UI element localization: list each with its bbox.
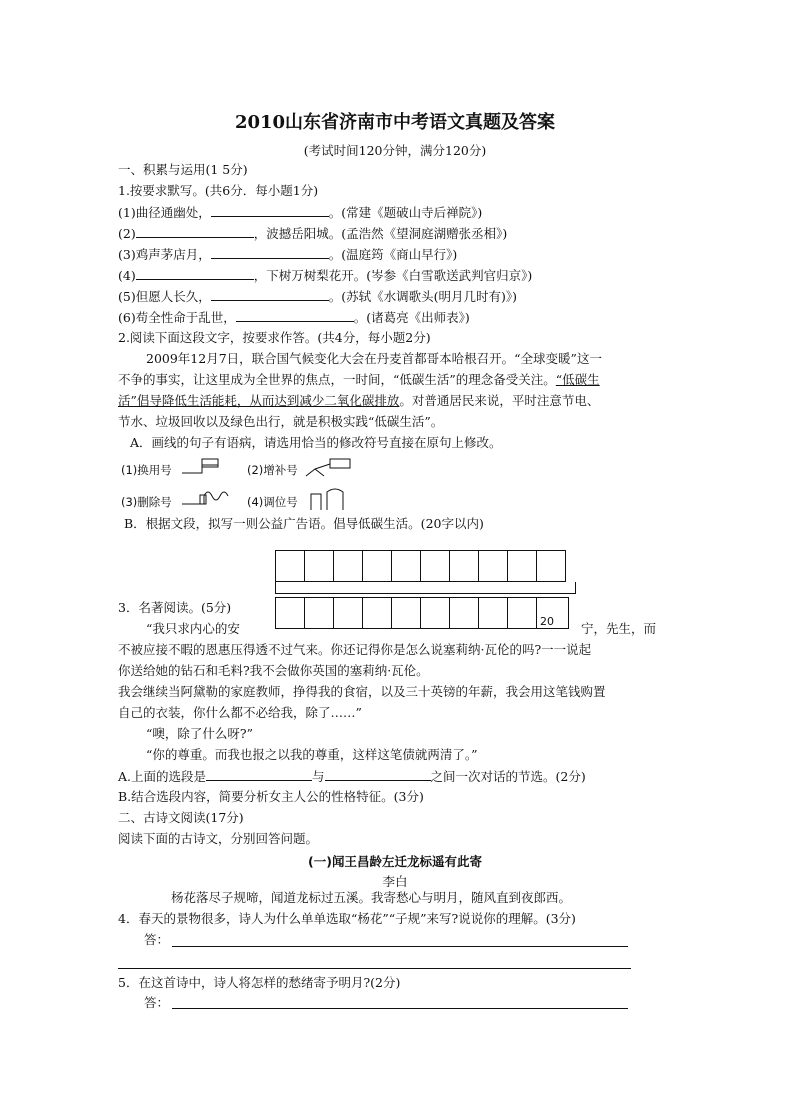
fill-blank[interactable] bbox=[325, 768, 431, 781]
grid-cell[interactable] bbox=[450, 551, 479, 582]
replace-mark-label: (1)换用号 bbox=[121, 463, 172, 477]
q5-answer-line[interactable] bbox=[172, 1008, 628, 1009]
question-2b: B．根据文段，拟写一则公益广告语。倡导低碳生活。(20字以内) bbox=[124, 516, 484, 531]
fill-blank[interactable] bbox=[136, 225, 254, 238]
underlined-sentence: “低碳生 bbox=[555, 372, 600, 387]
question-3a: A.上面的选段是 与 之间一次对话的节选。(2分) bbox=[118, 769, 586, 784]
q1-item-5: (5)但愿人长久， 。(苏轼《水调歌头(明月几时有)》) bbox=[118, 289, 517, 304]
delete-mark-icon bbox=[180, 486, 236, 510]
q1-item-3: (3)鸡声茅店月， 。(温庭筠《商山早行》) bbox=[118, 247, 458, 262]
question-2a: A．画线的句子有语病，请选用恰当的修改符号直接在原句上修改。 bbox=[130, 435, 502, 450]
page-title: 2010山东省济南市中考语文真题及答案 bbox=[234, 112, 556, 133]
grid-cell[interactable] bbox=[421, 551, 450, 582]
q3-quote-line-2: 不被应接不暇的恩惠压得透不过气来。你还记得你是怎么说塞莉纳·瓦伦的吗?一一说起 bbox=[118, 642, 592, 657]
poem-title: (一)闻王昌龄左迁龙标遥有此寄 bbox=[308, 854, 482, 869]
section-2-heading: 二、古诗文阅读(17分) bbox=[118, 810, 244, 825]
q3-quote-line-1-head: “我只求内心的安 bbox=[146, 621, 240, 636]
section-1-heading: 一、积累与运用(1 5分) bbox=[118, 162, 248, 177]
fill-blank[interactable] bbox=[211, 204, 329, 217]
q2-paragraph-line-3: 活”倡导降低生活能耗，从而达到减少二氧化碳排放。对普通居民来说，平时注意节电、 bbox=[118, 393, 600, 408]
exam-subtitle: (考试时间120分钟，满分120分) bbox=[303, 143, 487, 158]
q3-quote-line-4: 我会继续当阿黛勒的家庭教师，挣得我的食宿，以及三十英镑的年薪，我会用这笔钱购置 bbox=[118, 684, 606, 699]
poem-text: 杨花落尽子规啼，闻道龙标过五溪。我寄愁心与明月，随风直到夜郎西。 bbox=[171, 890, 572, 905]
q1-item-6: (6)苟全性命于乱世， 。(诸葛亮《出师表》) bbox=[118, 310, 470, 325]
q2-paragraph-line-1: 2009年12月7日，联合国气候变化大会在丹麦首都哥本哈根召开。“全球变暖”这一 bbox=[146, 351, 602, 366]
question-2: 2.阅读下面这段文字，按要求作答。(共4分，每小题2分) bbox=[118, 330, 431, 345]
underlined-sentence: 活”倡导降低生活能耗，从而达到减少二氧化碳排放 bbox=[118, 393, 400, 408]
q3-quote-line-3: 你送给她的钻石和毛料?我不会做你英国的塞莉纳·瓦伦。 bbox=[118, 663, 429, 678]
grid-cell[interactable] bbox=[305, 551, 334, 582]
section-2-intro: 阅读下面的古诗文，分别回答问题。 bbox=[118, 831, 319, 846]
fill-blank[interactable] bbox=[211, 288, 329, 301]
grid-cell[interactable] bbox=[450, 598, 479, 629]
question-3: 3．名著阅读。(5分) bbox=[118, 600, 232, 615]
q3-quote-line-1-tail: 宁，先生，而 bbox=[581, 621, 657, 636]
q1-item-1: (1)曲径通幽处， 。(常建《题破山寺后禅院》) bbox=[118, 205, 483, 220]
q1-item-2: (2) ，波撼岳阳城。(孟浩然《望洞庭湖赠张丞相》) bbox=[118, 226, 508, 241]
grid-cell[interactable] bbox=[479, 551, 508, 582]
reorder-mark-label: (4)调位号 bbox=[247, 495, 298, 509]
q5-answer-label: 答： bbox=[144, 995, 170, 1010]
grid-cell[interactable] bbox=[537, 551, 566, 582]
fill-blank[interactable] bbox=[211, 246, 329, 259]
grid-cell[interactable] bbox=[363, 551, 392, 582]
q4-answer-line-2[interactable] bbox=[118, 968, 631, 969]
grid-cell[interactable] bbox=[305, 598, 334, 629]
insert-mark-icon bbox=[302, 456, 354, 478]
grid-cell-20[interactable]: 20 bbox=[537, 598, 569, 629]
fill-blank[interactable] bbox=[136, 267, 254, 280]
grid-cell[interactable] bbox=[479, 598, 508, 629]
q3-quote-line-6: “噢，除了什么呀?” bbox=[146, 726, 253, 741]
fill-blank[interactable] bbox=[236, 309, 354, 322]
poem-author: 李白 bbox=[382, 874, 408, 889]
question-1: 1.按要求默写。(共6分．每小题1分) bbox=[118, 183, 319, 198]
grid-row-2 bbox=[276, 598, 569, 629]
grid-cell[interactable] bbox=[334, 551, 363, 582]
q3-quote-line-5: 自己的衣装，你什么都不必给我，除了……” bbox=[118, 705, 362, 720]
question-3b: B.结合选段内容，简要分析女主人公的性格特征。(3分) bbox=[118, 789, 424, 804]
delete-mark-label: (3)删除号 bbox=[121, 495, 172, 509]
grid-cell[interactable] bbox=[276, 551, 305, 582]
q4-answer-line-1[interactable] bbox=[172, 946, 628, 947]
q2-paragraph-line-4: 节水、垃圾回收以及绿色出行，就是积极实践“低碳生活”。 bbox=[118, 414, 444, 429]
q4-answer-label: 答： bbox=[144, 932, 170, 947]
q2-paragraph-line-2: 不争的事实，让这里成为全世界的焦点，一时间，“低碳生活”的理念备受关注。“低碳生 bbox=[118, 372, 600, 387]
grid-spacer bbox=[275, 582, 576, 594]
grid-cell[interactable] bbox=[392, 551, 421, 582]
grid-cell[interactable] bbox=[392, 598, 421, 629]
answer-grid-2 bbox=[275, 597, 569, 629]
question-5: 5．在这首诗中，诗人将怎样的愁绪寄予明月?(2分) bbox=[118, 975, 401, 990]
grid-cell[interactable] bbox=[508, 551, 537, 582]
replace-mark-icon bbox=[180, 456, 220, 478]
answer-grid bbox=[275, 550, 566, 582]
grid-cell[interactable] bbox=[334, 598, 363, 629]
q1-item-4: (4) ，下树万树梨花开。(岑参《白雪歌送武判官归京》) bbox=[118, 268, 533, 283]
grid-cell[interactable] bbox=[508, 598, 537, 629]
grid-cell[interactable] bbox=[276, 598, 305, 629]
grid-cell[interactable] bbox=[363, 598, 392, 629]
q3-quote-line-7: “你的尊重。而我也报之以我的尊重，这样这笔债就两清了。” bbox=[146, 747, 478, 762]
fill-blank[interactable] bbox=[206, 768, 312, 781]
question-4: 4．春天的景物很多，诗人为什么单单选取“杨花”“子规”来写?说说你的理解。(3分) bbox=[118, 911, 576, 926]
reorder-mark-icon bbox=[307, 486, 347, 512]
grid-row-1 bbox=[276, 551, 566, 582]
grid-cell[interactable] bbox=[421, 598, 450, 629]
insert-mark-label: (2)增补号 bbox=[247, 463, 298, 477]
